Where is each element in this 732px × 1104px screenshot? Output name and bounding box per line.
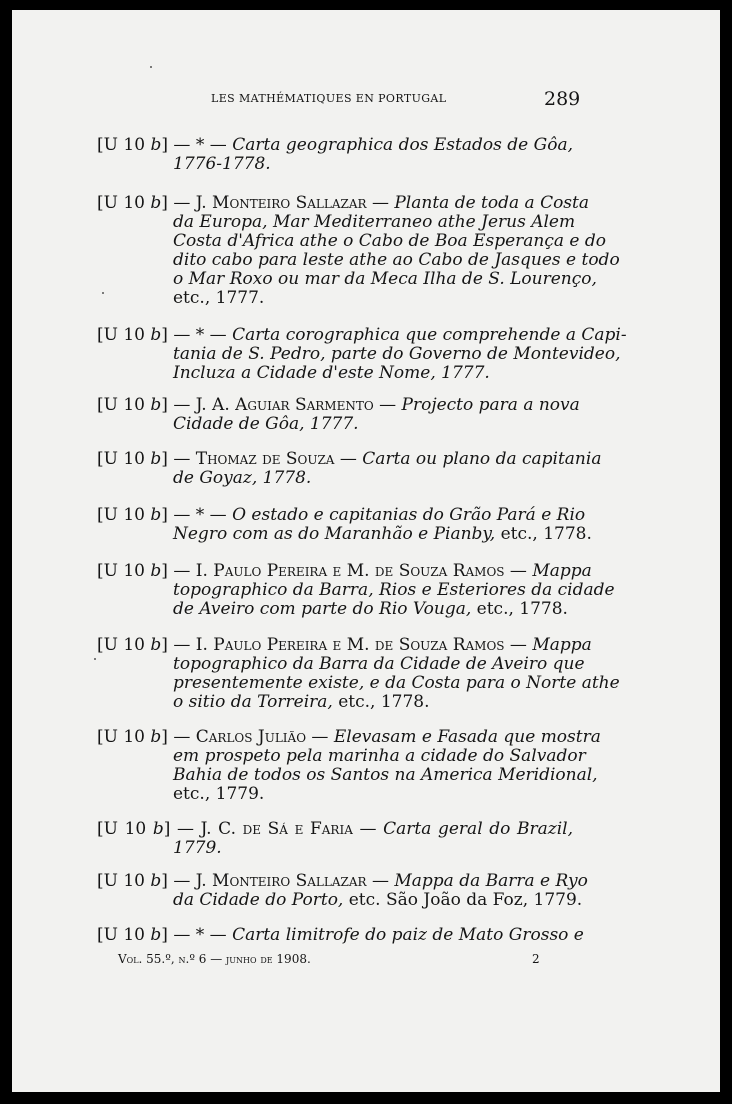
entry-line: [U 10 b] — J. Monteiro Sallazar — Mappa da Barra e Ryo	[97, 871, 588, 891]
entry-line: presentemente existe, e da Costa para o Norte athe	[173, 673, 620, 693]
entry-line: [U 10 b] — I. Paulo Pereira e M. de Souza Ramos — Mappa	[97, 561, 592, 581]
catalog-entry	[97, 136, 573, 174]
entry-line: [U 10 b] — * — Carta limitrofe do paiz de Mato Grosso e	[97, 925, 584, 945]
catalog-entry	[97, 635, 620, 712]
entry-line: de Goyaz, 1778.	[173, 468, 312, 488]
entry-title: Carta limitrofe do paiz de Mato Grosso e	[232, 925, 584, 945]
entry-ref: [U 10 b]	[97, 925, 168, 945]
entry-line	[97, 155, 573, 174]
entry-author: Thomaz de Souza	[195, 449, 335, 469]
entry-title: Elevasam e Fasada que mostra	[333, 727, 601, 747]
book-page	[12, 10, 720, 1092]
catalog-entry	[97, 727, 601, 804]
entry-line: [U 10 b] — Thomaz de Souza — Carta ou plano da capitania	[97, 449, 602, 469]
catalog-entry	[97, 561, 615, 619]
entry-line: [U 10 b] — * — O estado e capitanias do Grão Pará e Rio	[97, 505, 586, 525]
entry-line: etc., 1779.	[173, 784, 265, 804]
scan-speck	[102, 292, 104, 294]
entry-ref: [U 10 b]	[97, 727, 168, 747]
entry-title: Carta geographica dos Estados de Gôa,	[232, 135, 573, 155]
catalog-entry	[97, 325, 627, 383]
entry-author: J. Monteiro Sallazar	[195, 193, 367, 213]
entry-title: Projecto para a nova	[401, 395, 580, 415]
entry-line: o sitio da Torreira, etc., 1778.	[173, 692, 430, 712]
entry-line: Costa d'Africa athe o Cabo de Boa Esperança e do	[173, 231, 607, 251]
entry-title: O estado e capitanias do Grão Pará e Rio	[232, 505, 586, 525]
entry-line: [U 10 b] — * — Carta corographica que comprehende a Capi-	[97, 325, 627, 345]
entry-line: tania de S. Pedro, parte do Governo de Montevideo,	[173, 344, 621, 364]
catalog-entry	[97, 925, 584, 945]
entry-ref: [U 10 b]	[97, 193, 168, 213]
catalog-entry	[97, 505, 592, 544]
entry-title: 1776-1778.	[173, 154, 271, 174]
entry-line: da Cidade do Porto, etc. São João da Foz, 1779.	[173, 890, 583, 910]
entry-author: J. Monteiro Sallazar	[195, 871, 367, 891]
catalog-entry	[97, 871, 588, 910]
entry-line: topographico da Barra da Cidade de Aveiro que	[173, 654, 585, 674]
entry-line: Incluza a Cidade d'este Nome, 1777.	[173, 363, 490, 383]
entry-title: Carta corographica que comprehende a Capi-	[232, 325, 627, 345]
entry-ref: [U 10 b]	[97, 449, 168, 469]
entry-line: Bahia de todos os Santos na America Meridional,	[173, 765, 598, 785]
entry-title: Carta geral do Brazil,	[383, 819, 573, 839]
entry-line: dito cabo para leste athe ao Cabo de Jasques e todo	[173, 250, 620, 270]
page-footer	[118, 952, 588, 970]
entry-author: Carlos Julião	[195, 727, 307, 747]
entry-line: o Mar Roxo ou mar da Meca Ilha de S. Lourenço,	[173, 269, 597, 289]
running-head: LES MATHÉMATIQUES EN PORTUGAL	[211, 92, 447, 105]
entry-ref: [U 10 b]	[97, 505, 168, 525]
entry-title: Mappa da Barra e Ryo	[394, 871, 588, 891]
entry-author: J. A. Aguiar Sarmento	[195, 395, 374, 415]
entry-line: 1779.	[173, 838, 222, 858]
entry-line: [U 10 b] — J. C. de Sá e Faria — Carta geral do Brazil,	[97, 819, 573, 839]
entry-ref: [U 10 b]	[97, 819, 171, 839]
entry-title: Mappa	[532, 561, 592, 581]
entry-line: [U 10 b] — Carlos Julião — Elevasam e Fasada que mostra	[97, 727, 601, 747]
entry-line: [U 10 b] — J. Monteiro Sallazar — Planta de toda a Costa	[97, 193, 589, 213]
catalog-entry	[97, 193, 620, 308]
entry-line: [U 10 b] — * — Carta geographica dos Estados de Gôa,	[97, 135, 573, 155]
entry-line: [U 10 b] — I. Paulo Pereira e M. de Souza Ramos — Mappa	[97, 635, 592, 655]
entry-line: [U 10 b] — J. A. Aguiar Sarmento — Projecto para a nova	[97, 395, 580, 415]
entry-ref: [U 10 b]	[97, 395, 168, 415]
entry-ref: [U 10 b]	[97, 135, 168, 155]
entry-line: em prospeto pela marinha a cidade do Salvador	[173, 746, 586, 766]
entry-author: I. Paulo Pereira e M. de Souza Ramos	[195, 561, 505, 581]
entry-title: Mappa	[532, 635, 592, 655]
entry-title: Carta ou plano da capitania	[362, 449, 602, 469]
entry-line: Negro com as do Maranhão e Pianby, etc., 1778.	[173, 524, 592, 544]
entry-line: da Europa, Mar Mediterraneo athe Jerus Alem	[173, 212, 576, 232]
volume-line: Vol. 55.º, n.º 6 — junho de 1908.	[118, 952, 311, 966]
entry-line: de Aveiro com parte do Rio Vouga, etc., 1778.	[173, 599, 568, 619]
scan-speck	[150, 66, 152, 68]
scan-speck	[94, 658, 96, 660]
entry-line: topographico da Barra, Rios e Esteriores da cidade	[173, 580, 615, 600]
catalog-entry	[97, 395, 580, 434]
entry-ref: [U 10 b]	[97, 635, 168, 655]
entry-line: etc., 1777.	[173, 288, 265, 308]
entry-author: I. Paulo Pereira e M. de Souza Ramos	[195, 635, 505, 655]
entry-title: Planta de toda a Costa	[394, 193, 589, 213]
catalog-entry	[97, 820, 573, 858]
entry-ref: [U 10 b]	[97, 325, 168, 345]
page-number: 289	[544, 88, 581, 110]
catalog-entry	[97, 449, 602, 488]
signature-mark: 2	[532, 952, 540, 966]
entry-author: J. C. de Sá e Faria	[200, 819, 353, 839]
entry-ref: [U 10 b]	[97, 871, 168, 891]
entry-line: Cidade de Gôa, 1777.	[173, 414, 359, 434]
entry-ref: [U 10 b]	[97, 561, 168, 581]
page-header	[12, 88, 720, 110]
